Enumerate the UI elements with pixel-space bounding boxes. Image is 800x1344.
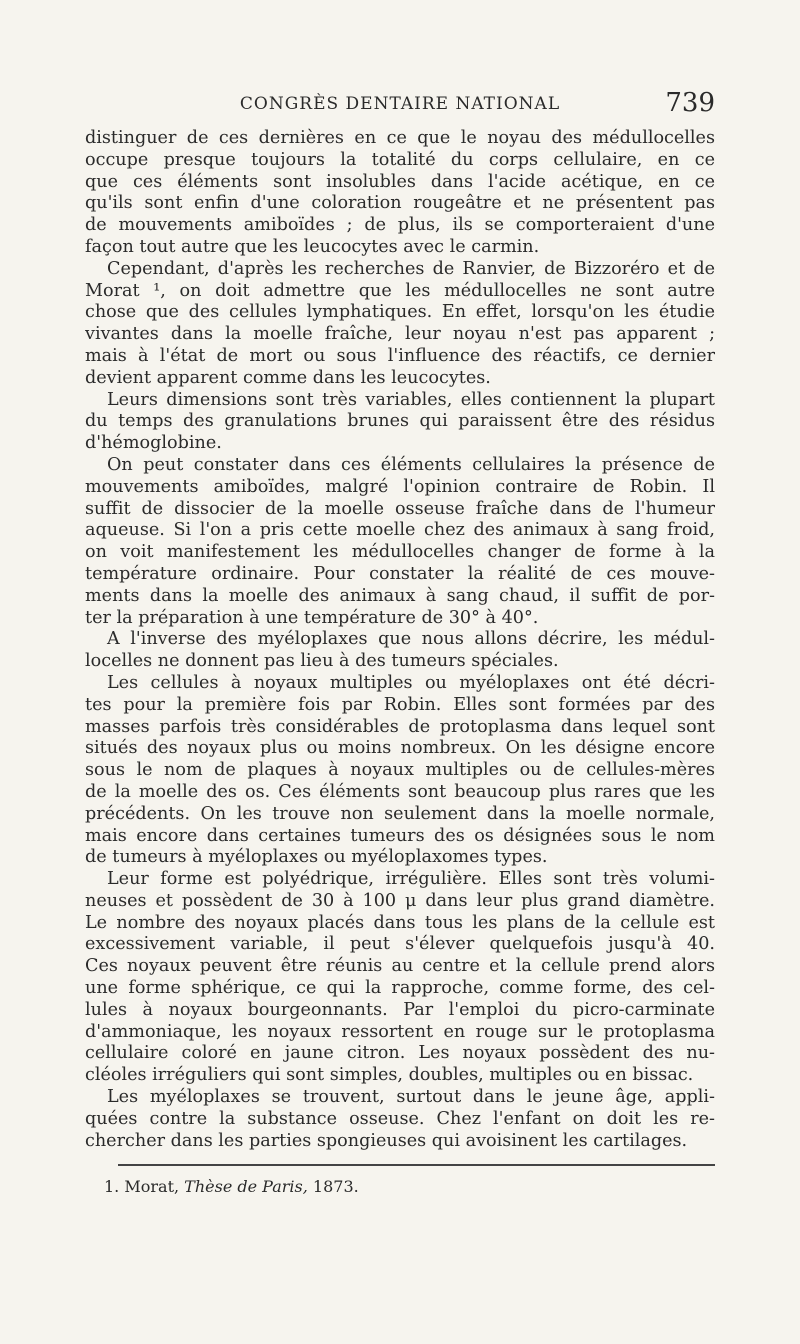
text-line: de tumeurs à myéloplaxes ou myéloplaxomes types. — [85, 847, 548, 868]
text-line: qu'ils sont enfin d'une coloration rougeâtre et ne présentent pas — [85, 193, 715, 214]
text-line: On peut constater dans ces éléments cellulaires la présence de — [107, 454, 715, 475]
text-line: cellulaire coloré en jaune citron. Les noyaux possèdent des nu- — [85, 1043, 715, 1064]
text-line: ments dans la moelle des animaux à sang chaud, il suffit de por- — [85, 585, 715, 606]
text-line: chose que des cellules lymphatiques. En effet, lorsqu'on les étudie — [85, 302, 715, 323]
page-number: 739 — [665, 88, 715, 118]
text-line: Ces noyaux peuvent être réunis au centre et la cellule prend alors — [85, 956, 715, 977]
text-line: excessivement variable, il peut s'élever quelquefois jusqu'à 40. — [85, 934, 715, 955]
text-line: du temps des granulations brunes qui paraissent être des résidus — [85, 411, 715, 432]
text-line: d'ammoniaque, les noyaux ressortent en rouge sur le protoplasma — [85, 1021, 715, 1042]
text-line: devient apparent comme dans les leucocytes. — [85, 367, 491, 388]
text-line: de mouvements amiboïdes ; de plus, ils se comporteraient d'une — [85, 215, 715, 236]
text-line: une forme sphérique, ce qui la rapproche, comme forme, des cel- — [85, 978, 715, 999]
text-line: chercher dans les parties spongieuses qui avoisinent les cartilages. — [85, 1130, 688, 1151]
text-line: aqueuse. Si l'on a pris cette moelle chez des animaux à sang froid, — [85, 520, 715, 541]
text-line: Leurs dimensions sont très variables, elles contiennent la plupart — [107, 389, 715, 410]
text-line: locelles ne donnent pas lieu à des tumeurs spéciales. — [85, 651, 559, 672]
text-line: A l'inverse des myéloplaxes que nous allons décrire, les médul- — [107, 629, 715, 650]
text-line: mouvements amiboïdes, malgré l'opinion contraire de Robin. Il — [85, 476, 715, 497]
text-line: vivantes dans la moelle fraîche, leur noyau n'est pas apparent ; — [85, 324, 715, 345]
page-header — [85, 88, 715, 122]
text-line: Le nombre des noyaux placés dans tous les plans de la cellule est — [85, 912, 715, 933]
text-line: de la moelle des os. Ces éléments sont beaucoup plus rares que les — [85, 781, 715, 802]
footnote-number: 1. — [104, 1177, 120, 1196]
footnote — [104, 1177, 359, 1196]
running-title: CONGRÈS DENTAIRE NATIONAL — [239, 94, 561, 114]
text-line: on voit manifestement les médullocelles changer de forme à la — [85, 542, 715, 563]
text-line: neuses et possèdent de 30 à 100 μ dans leur plus grand diamètre. — [85, 890, 715, 911]
footnote-author: Morat, — [124, 1177, 180, 1196]
text-line: Morat ¹, on doit admettre que les médullocelles ne sont autre — [85, 280, 715, 301]
text-line: d'hémoglobine. — [85, 433, 222, 454]
footnote-year: 1873. — [312, 1177, 359, 1196]
text-line: mais encore dans certaines tumeurs des os désignées sous le nom — [85, 825, 715, 846]
text-line: façon tout autre que les leucocytes avec le carmin. — [85, 236, 540, 257]
text-line: Les cellules à noyaux multiples ou myéloplaxes ont été décri- — [107, 672, 715, 693]
text-line: température ordinaire. Pour constater la réalité de ces mouve- — [85, 563, 715, 584]
text-line: Les myéloplaxes se trouvent, surtout dans le jeune âge, appli- — [107, 1087, 715, 1108]
text-line: distinguer de ces dernières en ce que le noyau des médullocelles — [85, 128, 715, 148]
text-line: occupe presque toujours la totalité du corps cellulaire, en ce — [85, 149, 715, 170]
text-line: précédents. On les trouve non seulement dans la moelle normale, — [85, 803, 715, 824]
text-line: situés des noyaux plus ou moins nombreux. On les désigne encore — [85, 738, 715, 759]
text-line: suffit de dissocier de la moelle osseuse fraîche dans de l'humeur — [85, 498, 715, 519]
footnote-divider — [118, 1164, 715, 1166]
body-text — [85, 128, 715, 1152]
text-line: sous le nom de plaques à noyaux multiples ou de cellules-mères — [85, 760, 715, 781]
text-line: lules à noyaux bourgeonnants. Par l'emploi du picro-carminate — [85, 999, 715, 1020]
text-line: cléoles irréguliers qui sont simples, doubles, multiples ou en bissac. — [85, 1065, 694, 1086]
text-line: quées contre la substance osseuse. Chez l'enfant on doit les re- — [85, 1108, 715, 1129]
text-line: Leur forme est polyédrique, irrégulière. Elles sont très volumi- — [107, 869, 715, 890]
text-line: Cependant, d'après les recherches de Ranvier, de Bizzoréro et de — [107, 258, 715, 279]
text-line: que ces éléments sont insolubles dans l'acide acétique, en ce — [85, 171, 715, 192]
text-line: ter la préparation à une température de 30° à 40°. — [85, 607, 539, 628]
text-line: tes pour la première fois par Robin. Elles sont formées par des — [85, 694, 715, 715]
text-line: masses parfois très considérables de protoplasma dans lequel sont — [85, 716, 715, 737]
text-line: mais à l'état de mort ou sous l'influence des réactifs, ce dernier — [85, 345, 715, 366]
footnote-title: Thèse de Paris, — [184, 1177, 308, 1196]
